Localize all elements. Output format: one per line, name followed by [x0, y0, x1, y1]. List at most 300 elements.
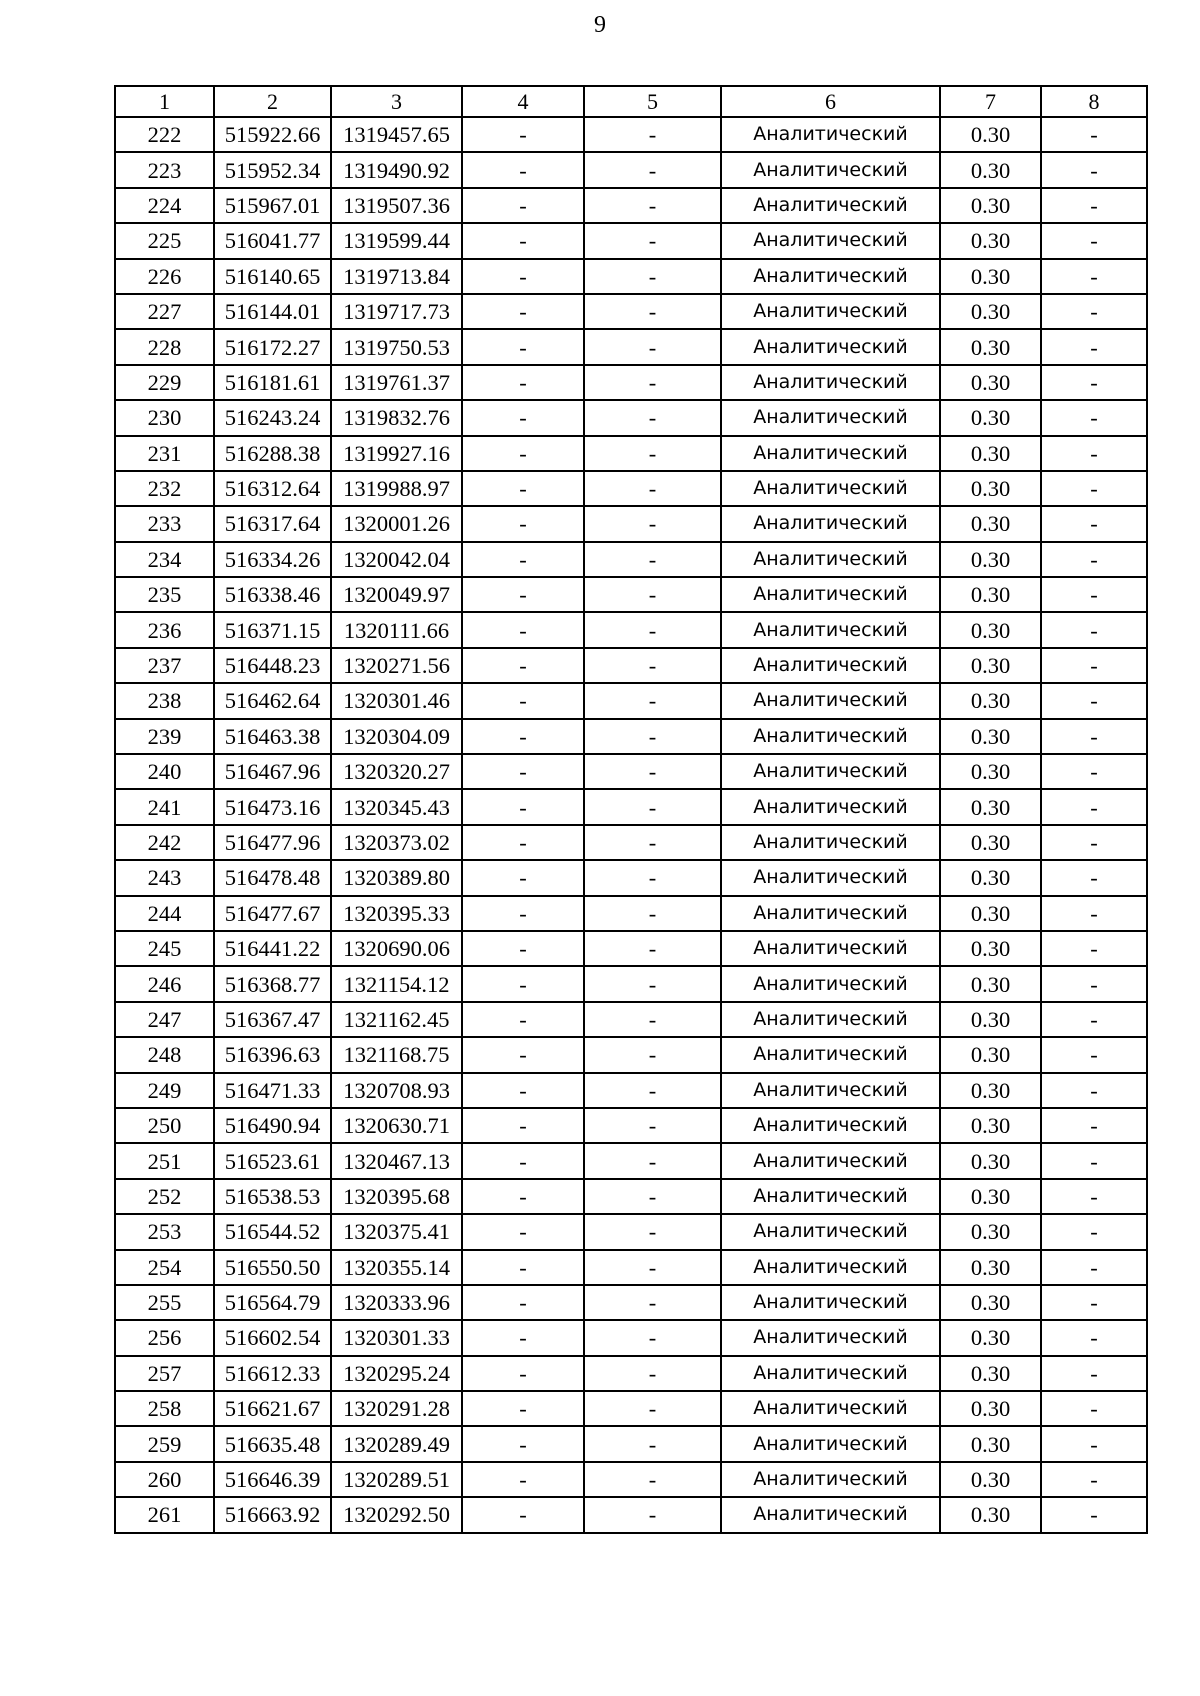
y-coordinate-cell: 1320001.26: [331, 506, 462, 541]
column-5-cell: -: [584, 860, 721, 895]
table-row: [115, 1391, 1147, 1426]
table-row: [115, 259, 1147, 294]
method-cell: Аналитический: [721, 1179, 940, 1214]
point-number-cell: 260: [115, 1462, 214, 1497]
column-4-cell: -: [462, 294, 584, 329]
point-number-cell: 239: [115, 719, 214, 754]
x-coordinate-cell: 516602.54: [214, 1320, 331, 1355]
y-coordinate-cell: 1319717.73: [331, 294, 462, 329]
method-cell: Аналитический: [721, 1037, 940, 1072]
point-number-cell: 241: [115, 789, 214, 824]
y-coordinate-cell: 1320333.96: [331, 1285, 462, 1320]
column-4-cell: -: [462, 1214, 584, 1249]
accuracy-cell: 0.30: [940, 1179, 1041, 1214]
column-5-cell: -: [584, 648, 721, 683]
y-coordinate-cell: 1319750.53: [331, 329, 462, 364]
column-4-cell: -: [462, 931, 584, 966]
column-8-cell: -: [1041, 683, 1147, 718]
table-row: [115, 400, 1147, 435]
method-cell: Аналитический: [721, 648, 940, 683]
column-4-cell: -: [462, 648, 584, 683]
method-cell: Аналитический: [721, 329, 940, 364]
x-coordinate-cell: 516490.94: [214, 1108, 331, 1143]
accuracy-cell: 0.30: [940, 188, 1041, 223]
table-row: [115, 1108, 1147, 1143]
column-8-cell: -: [1041, 259, 1147, 294]
y-coordinate-cell: 1320355.14: [331, 1250, 462, 1285]
method-cell: Аналитический: [721, 719, 940, 754]
column-8-cell: -: [1041, 542, 1147, 577]
y-coordinate-cell: 1321162.45: [331, 1002, 462, 1037]
accuracy-cell: 0.30: [940, 400, 1041, 435]
column-4-cell: -: [462, 1462, 584, 1497]
column-4-cell: -: [462, 400, 584, 435]
x-coordinate-cell: 516181.61: [214, 365, 331, 400]
column-8-cell: -: [1041, 648, 1147, 683]
point-number-cell: 259: [115, 1426, 214, 1461]
accuracy-cell: 0.30: [940, 860, 1041, 895]
column-8-cell: -: [1041, 1073, 1147, 1108]
y-coordinate-cell: 1320690.06: [331, 931, 462, 966]
table-row: [115, 825, 1147, 860]
table-row: [115, 648, 1147, 683]
x-coordinate-cell: 515952.34: [214, 152, 331, 187]
point-number-cell: 257: [115, 1356, 214, 1391]
table-header-row: [115, 86, 1147, 117]
x-coordinate-cell: 516635.48: [214, 1426, 331, 1461]
point-number-cell: 246: [115, 966, 214, 1001]
column-4-cell: -: [462, 1285, 584, 1320]
method-cell: Аналитический: [721, 117, 940, 152]
coordinates-table: [114, 85, 1148, 1534]
column-8-cell: -: [1041, 577, 1147, 612]
column-8-cell: -: [1041, 117, 1147, 152]
accuracy-cell: 0.30: [940, 1037, 1041, 1072]
column-5-cell: -: [584, 1214, 721, 1249]
column-5-cell: -: [584, 683, 721, 718]
table-row: [115, 506, 1147, 541]
accuracy-cell: 0.30: [940, 117, 1041, 152]
table-row: [115, 1462, 1147, 1497]
column-5-cell: -: [584, 365, 721, 400]
column-8-cell: -: [1041, 1002, 1147, 1037]
column-8-cell: -: [1041, 506, 1147, 541]
column-5-cell: -: [584, 1002, 721, 1037]
x-coordinate-cell: 516172.27: [214, 329, 331, 364]
column-5-cell: -: [584, 1497, 721, 1532]
method-cell: Аналитический: [721, 436, 940, 471]
header-cell: 6: [721, 86, 940, 117]
method-cell: Аналитический: [721, 152, 940, 187]
table-row: [115, 1214, 1147, 1249]
column-8-cell: -: [1041, 294, 1147, 329]
header-cell: 2: [214, 86, 331, 117]
column-8-cell: -: [1041, 825, 1147, 860]
method-cell: Аналитический: [721, 188, 940, 223]
y-coordinate-cell: 1319490.92: [331, 152, 462, 187]
column-4-cell: -: [462, 506, 584, 541]
point-number-cell: 227: [115, 294, 214, 329]
header-cell: 5: [584, 86, 721, 117]
column-8-cell: -: [1041, 931, 1147, 966]
point-number-cell: 251: [115, 1143, 214, 1178]
x-coordinate-cell: 516462.64: [214, 683, 331, 718]
column-8-cell: -: [1041, 1497, 1147, 1532]
table-row: [115, 896, 1147, 931]
table-row: [115, 542, 1147, 577]
column-8-cell: -: [1041, 896, 1147, 931]
accuracy-cell: 0.30: [940, 436, 1041, 471]
method-cell: Аналитический: [721, 577, 940, 612]
table-row: [115, 612, 1147, 647]
column-4-cell: -: [462, 860, 584, 895]
accuracy-cell: 0.30: [940, 825, 1041, 860]
table-row: [115, 931, 1147, 966]
point-number-cell: 222: [115, 117, 214, 152]
column-5-cell: -: [584, 896, 721, 931]
column-5-cell: -: [584, 1250, 721, 1285]
column-4-cell: -: [462, 259, 584, 294]
table-row: [115, 754, 1147, 789]
table-row: [115, 1073, 1147, 1108]
point-number-cell: 258: [115, 1391, 214, 1426]
x-coordinate-cell: 516478.48: [214, 860, 331, 895]
column-4-cell: -: [462, 365, 584, 400]
column-4-cell: -: [462, 612, 584, 647]
y-coordinate-cell: 1320049.97: [331, 577, 462, 612]
y-coordinate-cell: 1320271.56: [331, 648, 462, 683]
accuracy-cell: 0.30: [940, 683, 1041, 718]
column-8-cell: -: [1041, 1391, 1147, 1426]
column-5-cell: -: [584, 400, 721, 435]
table-row: [115, 719, 1147, 754]
table-row: [115, 1320, 1147, 1355]
point-number-cell: 252: [115, 1179, 214, 1214]
method-cell: Аналитический: [721, 931, 940, 966]
y-coordinate-cell: 1319507.36: [331, 188, 462, 223]
table-row: [115, 1426, 1147, 1461]
table-row: [115, 188, 1147, 223]
column-5-cell: -: [584, 754, 721, 789]
column-5-cell: -: [584, 152, 721, 187]
column-5-cell: -: [584, 1179, 721, 1214]
column-8-cell: -: [1041, 1214, 1147, 1249]
y-coordinate-cell: 1320395.33: [331, 896, 462, 931]
method-cell: Аналитический: [721, 1143, 940, 1178]
y-coordinate-cell: 1320304.09: [331, 719, 462, 754]
table-row: [115, 1037, 1147, 1072]
y-coordinate-cell: 1319599.44: [331, 223, 462, 258]
column-4-cell: -: [462, 789, 584, 824]
x-coordinate-cell: 516538.53: [214, 1179, 331, 1214]
point-number-cell: 253: [115, 1214, 214, 1249]
column-5-cell: -: [584, 612, 721, 647]
y-coordinate-cell: 1319988.97: [331, 471, 462, 506]
table-row: [115, 1285, 1147, 1320]
column-8-cell: -: [1041, 1285, 1147, 1320]
column-8-cell: -: [1041, 436, 1147, 471]
method-cell: Аналитический: [721, 294, 940, 329]
x-coordinate-cell: 516243.24: [214, 400, 331, 435]
column-8-cell: -: [1041, 1179, 1147, 1214]
column-4-cell: -: [462, 117, 584, 152]
column-8-cell: -: [1041, 1426, 1147, 1461]
method-cell: Аналитический: [721, 1320, 940, 1355]
x-coordinate-cell: 516288.38: [214, 436, 331, 471]
header-cell: 3: [331, 86, 462, 117]
column-4-cell: -: [462, 1073, 584, 1108]
column-8-cell: -: [1041, 966, 1147, 1001]
header-cell: 4: [462, 86, 584, 117]
y-coordinate-cell: 1321154.12: [331, 966, 462, 1001]
y-coordinate-cell: 1319713.84: [331, 259, 462, 294]
column-5-cell: -: [584, 1391, 721, 1426]
point-number-cell: 228: [115, 329, 214, 364]
column-4-cell: -: [462, 471, 584, 506]
accuracy-cell: 0.30: [940, 1250, 1041, 1285]
column-4-cell: -: [462, 966, 584, 1001]
column-4-cell: -: [462, 754, 584, 789]
column-5-cell: -: [584, 1320, 721, 1355]
y-coordinate-cell: 1320389.80: [331, 860, 462, 895]
column-8-cell: -: [1041, 152, 1147, 187]
accuracy-cell: 0.30: [940, 1462, 1041, 1497]
x-coordinate-cell: 516367.47: [214, 1002, 331, 1037]
accuracy-cell: 0.30: [940, 542, 1041, 577]
x-coordinate-cell: 516550.50: [214, 1250, 331, 1285]
x-coordinate-cell: 516477.96: [214, 825, 331, 860]
point-number-cell: 235: [115, 577, 214, 612]
column-4-cell: -: [462, 542, 584, 577]
column-5-cell: -: [584, 789, 721, 824]
accuracy-cell: 0.30: [940, 931, 1041, 966]
y-coordinate-cell: 1320373.02: [331, 825, 462, 860]
point-number-cell: 238: [115, 683, 214, 718]
method-cell: Аналитический: [721, 1285, 940, 1320]
method-cell: Аналитический: [721, 506, 940, 541]
point-number-cell: 254: [115, 1250, 214, 1285]
accuracy-cell: 0.30: [940, 1214, 1041, 1249]
point-number-cell: 226: [115, 259, 214, 294]
column-8-cell: -: [1041, 188, 1147, 223]
point-number-cell: 234: [115, 542, 214, 577]
header-cell: 1: [115, 86, 214, 117]
column-4-cell: -: [462, 188, 584, 223]
column-4-cell: -: [462, 719, 584, 754]
column-4-cell: -: [462, 1250, 584, 1285]
column-4-cell: -: [462, 436, 584, 471]
method-cell: Аналитический: [721, 1391, 940, 1426]
accuracy-cell: 0.30: [940, 648, 1041, 683]
header-cell: 8: [1041, 86, 1147, 117]
column-5-cell: -: [584, 1143, 721, 1178]
column-8-cell: -: [1041, 1108, 1147, 1143]
column-4-cell: -: [462, 1426, 584, 1461]
point-number-cell: 223: [115, 152, 214, 187]
point-number-cell: 229: [115, 365, 214, 400]
column-4-cell: -: [462, 329, 584, 364]
method-cell: Аналитический: [721, 1462, 940, 1497]
column-8-cell: -: [1041, 223, 1147, 258]
column-5-cell: -: [584, 1426, 721, 1461]
column-4-cell: -: [462, 577, 584, 612]
x-coordinate-cell: 516334.26: [214, 542, 331, 577]
method-cell: Аналитический: [721, 825, 940, 860]
column-5-cell: -: [584, 259, 721, 294]
x-coordinate-cell: 516473.16: [214, 789, 331, 824]
column-5-cell: -: [584, 436, 721, 471]
method-cell: Аналитический: [721, 612, 940, 647]
column-4-cell: -: [462, 1320, 584, 1355]
column-5-cell: -: [584, 931, 721, 966]
accuracy-cell: 0.30: [940, 1320, 1041, 1355]
accuracy-cell: 0.30: [940, 719, 1041, 754]
point-number-cell: 230: [115, 400, 214, 435]
x-coordinate-cell: 516371.15: [214, 612, 331, 647]
accuracy-cell: 0.30: [940, 1002, 1041, 1037]
x-coordinate-cell: 516621.67: [214, 1391, 331, 1426]
y-coordinate-cell: 1320375.41: [331, 1214, 462, 1249]
x-coordinate-cell: 516312.64: [214, 471, 331, 506]
accuracy-cell: 0.30: [940, 223, 1041, 258]
y-coordinate-cell: 1320111.66: [331, 612, 462, 647]
x-coordinate-cell: 516338.46: [214, 577, 331, 612]
table-row: [115, 471, 1147, 506]
column-5-cell: -: [584, 1356, 721, 1391]
accuracy-cell: 0.30: [940, 1391, 1041, 1426]
y-coordinate-cell: 1320301.33: [331, 1320, 462, 1355]
column-5-cell: -: [584, 1108, 721, 1143]
method-cell: Аналитический: [721, 860, 940, 895]
point-number-cell: 244: [115, 896, 214, 931]
point-number-cell: 243: [115, 860, 214, 895]
point-number-cell: 233: [115, 506, 214, 541]
column-4-cell: -: [462, 1497, 584, 1532]
table-row: [115, 1002, 1147, 1037]
accuracy-cell: 0.30: [940, 152, 1041, 187]
point-number-cell: 261: [115, 1497, 214, 1532]
y-coordinate-cell: 1319927.16: [331, 436, 462, 471]
method-cell: Аналитический: [721, 1250, 940, 1285]
y-coordinate-cell: 1320395.68: [331, 1179, 462, 1214]
column-5-cell: -: [584, 117, 721, 152]
y-coordinate-cell: 1320292.50: [331, 1497, 462, 1532]
method-cell: Аналитический: [721, 1073, 940, 1108]
accuracy-cell: 0.30: [940, 506, 1041, 541]
column-5-cell: -: [584, 542, 721, 577]
x-coordinate-cell: 516467.96: [214, 754, 331, 789]
y-coordinate-cell: 1320295.24: [331, 1356, 462, 1391]
method-cell: Аналитический: [721, 1108, 940, 1143]
method-cell: Аналитический: [721, 966, 940, 1001]
accuracy-cell: 0.30: [940, 612, 1041, 647]
table-row: [115, 294, 1147, 329]
x-coordinate-cell: 516396.63: [214, 1037, 331, 1072]
method-cell: Аналитический: [721, 471, 940, 506]
accuracy-cell: 0.30: [940, 259, 1041, 294]
x-coordinate-cell: 516612.33: [214, 1356, 331, 1391]
table-row: [115, 152, 1147, 187]
point-number-cell: 237: [115, 648, 214, 683]
table-row: [115, 223, 1147, 258]
x-coordinate-cell: 516523.61: [214, 1143, 331, 1178]
column-4-cell: -: [462, 223, 584, 258]
point-number-cell: 236: [115, 612, 214, 647]
accuracy-cell: 0.30: [940, 896, 1041, 931]
accuracy-cell: 0.30: [940, 1497, 1041, 1532]
y-coordinate-cell: 1320042.04: [331, 542, 462, 577]
point-number-cell: 250: [115, 1108, 214, 1143]
method-cell: Аналитический: [721, 1356, 940, 1391]
method-cell: Аналитический: [721, 1214, 940, 1249]
method-cell: Аналитический: [721, 896, 940, 931]
column-8-cell: -: [1041, 1356, 1147, 1391]
column-5-cell: -: [584, 577, 721, 612]
column-8-cell: -: [1041, 789, 1147, 824]
header-cell: 7: [940, 86, 1041, 117]
column-8-cell: -: [1041, 1143, 1147, 1178]
column-8-cell: -: [1041, 754, 1147, 789]
column-8-cell: -: [1041, 1250, 1147, 1285]
x-coordinate-cell: 516317.64: [214, 506, 331, 541]
x-coordinate-cell: 516477.67: [214, 896, 331, 931]
column-8-cell: -: [1041, 612, 1147, 647]
table-row: [115, 1143, 1147, 1178]
method-cell: Аналитический: [721, 542, 940, 577]
x-coordinate-cell: 515967.01: [214, 188, 331, 223]
method-cell: Аналитический: [721, 789, 940, 824]
accuracy-cell: 0.30: [940, 294, 1041, 329]
x-coordinate-cell: 516564.79: [214, 1285, 331, 1320]
method-cell: Аналитический: [721, 683, 940, 718]
accuracy-cell: 0.30: [940, 789, 1041, 824]
column-4-cell: -: [462, 683, 584, 718]
table-row: [115, 436, 1147, 471]
column-8-cell: -: [1041, 365, 1147, 400]
method-cell: Аналитический: [721, 259, 940, 294]
point-number-cell: 232: [115, 471, 214, 506]
column-5-cell: -: [584, 1462, 721, 1497]
table-body: [115, 86, 1147, 1533]
method-cell: Аналитический: [721, 754, 940, 789]
table-row: [115, 1179, 1147, 1214]
column-5-cell: -: [584, 294, 721, 329]
y-coordinate-cell: 1320301.46: [331, 683, 462, 718]
column-8-cell: -: [1041, 471, 1147, 506]
column-8-cell: -: [1041, 719, 1147, 754]
column-4-cell: -: [462, 1179, 584, 1214]
x-coordinate-cell: 516368.77: [214, 966, 331, 1001]
column-5-cell: -: [584, 719, 721, 754]
point-number-cell: 256: [115, 1320, 214, 1355]
y-coordinate-cell: 1320708.93: [331, 1073, 462, 1108]
accuracy-cell: 0.30: [940, 1426, 1041, 1461]
method-cell: Аналитический: [721, 400, 940, 435]
point-number-cell: 224: [115, 188, 214, 223]
accuracy-cell: 0.30: [940, 754, 1041, 789]
table-row: [115, 1250, 1147, 1285]
x-coordinate-cell: 516144.01: [214, 294, 331, 329]
y-coordinate-cell: 1320289.49: [331, 1426, 462, 1461]
table-row: [115, 1356, 1147, 1391]
accuracy-cell: 0.30: [940, 577, 1041, 612]
point-number-cell: 255: [115, 1285, 214, 1320]
column-4-cell: -: [462, 1002, 584, 1037]
y-coordinate-cell: 1321168.75: [331, 1037, 462, 1072]
accuracy-cell: 0.30: [940, 471, 1041, 506]
column-8-cell: -: [1041, 329, 1147, 364]
column-8-cell: -: [1041, 1320, 1147, 1355]
